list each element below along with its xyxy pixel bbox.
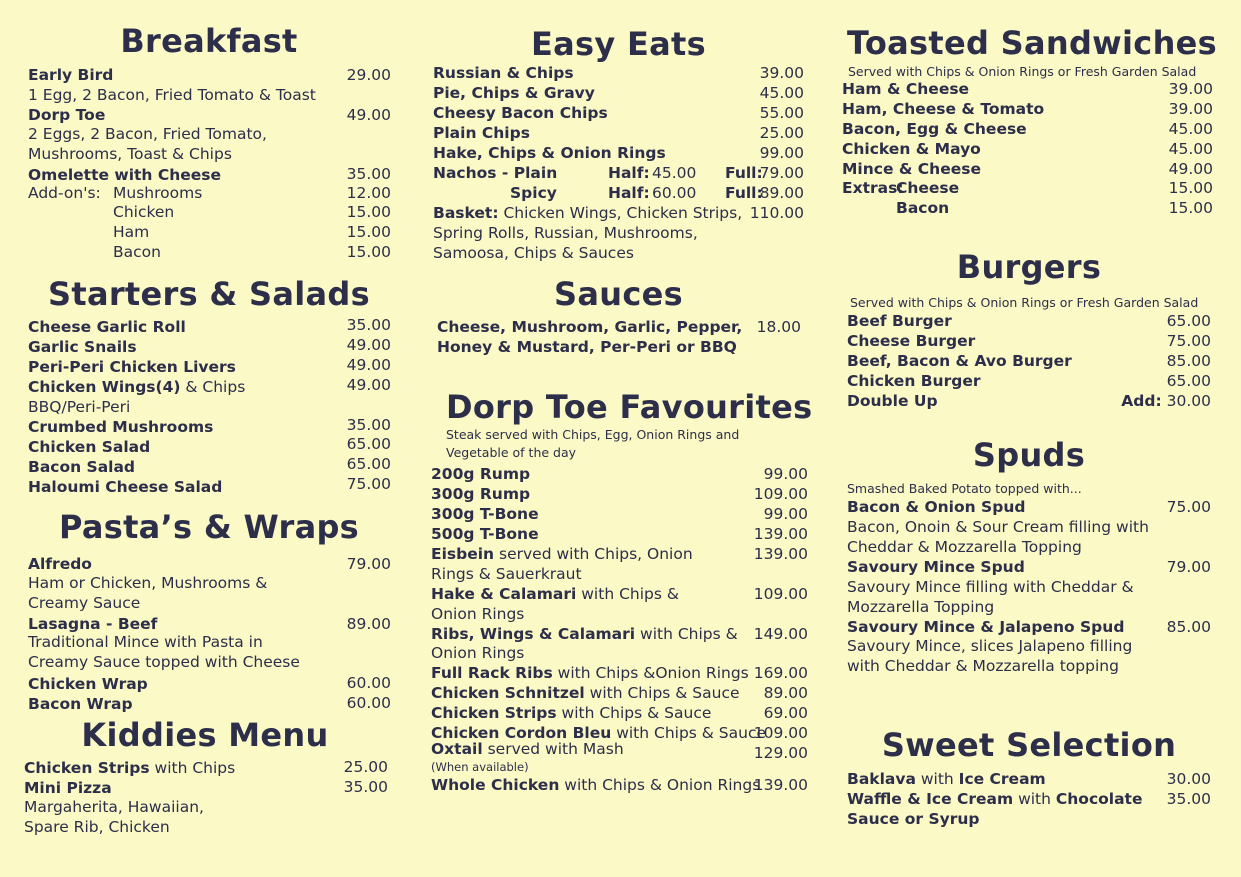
menu-item — [28, 477, 222, 497]
menu-item — [847, 391, 938, 411]
menu-item: Waffle & Ice Cream with Chocolate — [847, 790, 1143, 808]
item-name: Beef Burger — [847, 312, 952, 330]
item-name: Peri-Peri Chicken Livers — [28, 358, 236, 376]
full-label: Full: — [725, 164, 763, 182]
menu-item — [28, 105, 105, 125]
item-price: 18.00 — [756, 318, 801, 336]
menu-item — [847, 617, 1124, 637]
item-price: 89.00 — [346, 615, 391, 633]
item-name: Chicken Wings(4) — [28, 378, 181, 396]
item-name: Russian & Chips — [433, 64, 574, 82]
item-name: Nachos - Plain — [433, 164, 558, 182]
item-extra: with Chips & Sauce — [611, 724, 767, 742]
menu-item — [510, 183, 557, 203]
item-name: Bacon & Onion Spud — [847, 498, 1026, 516]
item-price: 65.00 — [1166, 372, 1211, 390]
item-name: Whole Chicken — [431, 776, 560, 794]
item-price: 55.00 — [759, 104, 804, 122]
section-subtitle: Vegetable of the day — [446, 445, 577, 460]
sauces-title: Sauces — [554, 275, 683, 313]
item-price — [1121, 391, 1211, 411]
menu-item — [431, 504, 539, 524]
menu-item — [847, 557, 1025, 577]
menu-item — [28, 337, 137, 357]
addon-price: 15.00 — [346, 203, 391, 221]
menu-item — [431, 703, 711, 723]
item-price: 109.00 — [753, 485, 808, 503]
menu-item — [28, 457, 135, 477]
menu-item — [24, 758, 235, 778]
item-description: Ham or Chicken, Mushrooms & — [28, 574, 268, 592]
sweet-title: Sweet Selection — [881, 726, 1177, 764]
item-description: 2 Eggs, 2 Bacon, Fried Tomato, — [28, 125, 267, 143]
item-extra: with Chips & Sauce — [584, 684, 740, 702]
item-name: Chicken Salad — [28, 438, 151, 456]
item-name: 300g Rump — [431, 485, 531, 503]
item-price: 139.00 — [753, 525, 808, 543]
item-price: 35.00 — [346, 165, 391, 183]
menu-item — [842, 119, 1027, 139]
item-price: 169.00 — [753, 664, 808, 682]
item-name: Garlic Snails — [28, 338, 137, 356]
favourites-title: Dorp Toe Favourites — [446, 388, 813, 426]
item-name: Mini Pizza — [24, 779, 112, 797]
item-name: Early Bird — [28, 66, 114, 84]
item-description: Savoury Mince, slices Jalapeno filling — [847, 637, 1133, 655]
item-price: 139.00 — [753, 545, 808, 563]
menu-item — [842, 79, 969, 99]
item-price: 79.00 — [346, 555, 391, 573]
item-name: 200g Rump — [431, 465, 531, 483]
item-price: 49.00 — [346, 106, 391, 124]
menu-item — [431, 663, 749, 683]
pasta-title: Pasta’s & Wraps — [58, 508, 360, 546]
half-label: Half: — [608, 184, 650, 202]
item-description: Mushrooms, Toast & Chips — [28, 145, 232, 163]
menu-item — [28, 65, 113, 85]
item-price: 25.00 — [343, 758, 388, 776]
menu-item — [431, 624, 738, 644]
extra-name: Cheese — [896, 179, 960, 197]
availability-note: (When available) — [431, 760, 529, 774]
sauce-list: Cheese, Mushroom, Garlic, Pepper, — [437, 318, 743, 336]
item-name: Crumbed Mushrooms — [28, 418, 214, 436]
item-description: Bacon, Onoin & Sour Cream filling with — [847, 518, 1149, 536]
item-extra: served with Mash — [482, 740, 624, 758]
item-price: 30.00 — [1166, 770, 1211, 788]
item-price: 85.00 — [1166, 352, 1211, 370]
item-price: 35.00 — [343, 778, 388, 796]
item-name: Dorp Toe — [28, 106, 106, 124]
item-name: Double Up — [847, 392, 938, 410]
item-price: 49.00 — [1168, 160, 1213, 178]
item-price: 110.00 — [749, 204, 804, 222]
section-subtitle: Served with Chips & Onion Rings or Fresh Garden Salad — [850, 295, 1199, 310]
item-description: Spring Rolls, Russian, Mushrooms, — [433, 224, 698, 242]
item-extra: with Chips & — [576, 585, 679, 603]
menu-item — [847, 351, 1072, 371]
item-name: Plain Chips — [433, 124, 530, 142]
section-subtitle: Served with Chips & Onion Rings or Fresh Garden Salad — [848, 64, 1197, 79]
item-price: 49.00 — [346, 376, 391, 394]
full-price: 79.00 — [759, 164, 804, 182]
item-description: BBQ/Peri-Peri — [28, 398, 131, 416]
item-description: Creamy Sauce topped with Cheese — [28, 653, 300, 671]
menu-item — [433, 143, 666, 163]
addon-name: Chicken — [113, 203, 175, 221]
item-price: 60.00 — [346, 674, 391, 692]
menu-item — [28, 694, 133, 714]
menu-item — [433, 103, 608, 123]
menu-item — [433, 203, 742, 223]
menu-item — [842, 99, 1044, 119]
item-price: 129.00 — [753, 744, 808, 762]
item-price: 149.00 — [753, 625, 808, 643]
item-price: 99.00 — [763, 505, 808, 523]
item-price: 49.00 — [346, 336, 391, 354]
item-price: 99.00 — [763, 465, 808, 483]
item-extra: with Chips & Sauce — [556, 704, 712, 722]
menu-item — [24, 778, 112, 798]
item-name: Waffle & Ice Cream — [847, 790, 1014, 808]
menu-item — [28, 417, 213, 437]
addon-price: 15.00 — [346, 223, 391, 241]
toasted-title: Toasted Sandwiches — [847, 24, 1218, 62]
item-name: Eisbein — [431, 545, 495, 563]
item-description: Mozzarella Topping — [847, 598, 995, 616]
item-name: Chicken & Mayo — [842, 140, 981, 158]
menu-item — [431, 484, 530, 504]
item-name: Cheese Garlic Roll — [28, 318, 186, 336]
item-price: 75.00 — [1166, 498, 1211, 516]
item-price: 69.00 — [763, 704, 808, 722]
menu-item: Baklava with Ice Cream — [847, 770, 1046, 788]
item-price: 39.00 — [759, 64, 804, 82]
menu-item — [433, 163, 557, 183]
menu-item — [28, 614, 157, 634]
starters-title: Starters & Salads — [48, 275, 370, 313]
item-name: Ham & Cheese — [842, 80, 970, 98]
item-price: 65.00 — [346, 455, 391, 473]
item-extra: with Chips & Onion Rings — [559, 776, 761, 794]
item-name: Omelette with Cheese — [28, 166, 222, 184]
item-price: 65.00 — [346, 435, 391, 453]
item-price: 29.00 — [346, 66, 391, 84]
breakfast-title: Breakfast — [120, 22, 298, 60]
item-price: 35.00 — [1166, 790, 1211, 808]
item-price: 39.00 — [1168, 100, 1213, 118]
menu-item — [28, 357, 236, 377]
full-label: Full: — [725, 184, 763, 202]
item-description: 1 Egg, 2 Bacon, Fried Tomato & Toast — [28, 86, 316, 104]
item-price: 35.00 — [346, 416, 391, 434]
menu-item — [842, 159, 981, 179]
item-price: 109.00 — [753, 724, 808, 742]
item-name-continued: Sauce or Syrup — [847, 810, 980, 828]
easy-eats-title: Easy Eats — [531, 25, 706, 63]
menu-item — [431, 464, 530, 484]
menu-item — [28, 554, 92, 574]
item-name: Pie, Chips & Gravy — [433, 84, 595, 102]
item-description: Onion Rings — [431, 644, 525, 662]
item-name: Ham, Cheese & Tomato — [842, 100, 1045, 118]
addon-price: 15.00 — [346, 243, 391, 261]
spuds-title: Spuds — [972, 436, 1086, 474]
extra-price: 15.00 — [1168, 199, 1213, 217]
extra-name: Bacon — [896, 199, 950, 217]
item-name: Ribs, Wings & Calamari — [431, 625, 636, 643]
menu-item — [28, 377, 245, 397]
item-name: Baklava — [847, 770, 916, 788]
item-description: Creamy Sauce — [28, 594, 141, 612]
item-name: 500g T-Bone — [431, 525, 539, 543]
item-name: Chicken Wrap — [28, 675, 148, 693]
item-name: Spicy — [510, 184, 557, 202]
item-extra: with Chips — [149, 759, 236, 777]
item-price: 139.00 — [753, 776, 808, 794]
item-price: 79.00 — [1166, 558, 1211, 576]
item-name: Oxtail — [431, 740, 483, 758]
item-price: 75.00 — [1166, 332, 1211, 350]
item-extra: Chicken Wings, Chicken Strips, — [498, 204, 743, 222]
item-description: Onion Rings — [431, 605, 525, 623]
item-name: Chicken Burger — [847, 372, 981, 390]
item-extra: & Chips — [180, 378, 246, 396]
sauce-list: Honey & Mustard, Per-Peri or BBQ — [437, 338, 737, 356]
menu-item — [433, 123, 530, 143]
item-price: 85.00 — [1166, 618, 1211, 636]
menu-item — [847, 497, 1025, 517]
menu-item — [28, 317, 186, 337]
menu-item — [28, 674, 148, 694]
menu-item — [847, 311, 952, 331]
menu-item — [433, 83, 595, 103]
item-name: Beef, Bacon & Avo Burger — [847, 352, 1072, 370]
addons-label: Add-on's: — [28, 184, 101, 202]
item-extra: with Chips &Onion Rings — [552, 664, 749, 682]
item-name: Chicken Strips — [24, 759, 150, 777]
addon-name: Mushrooms — [113, 184, 203, 202]
menu-item — [28, 437, 150, 457]
menu-item — [847, 331, 975, 351]
add-label: Add: — [1121, 392, 1162, 410]
menu-item — [842, 139, 981, 159]
addon-name: Ham — [113, 223, 150, 241]
half-price: 60.00 — [652, 184, 697, 202]
item-name: Hake & Calamari — [431, 585, 577, 603]
item-price: 25.00 — [759, 124, 804, 142]
menu-item — [431, 683, 740, 703]
item-extra: with Chips & — [635, 625, 738, 643]
menu-item — [28, 165, 221, 185]
menu-item — [431, 544, 693, 564]
item-price: 35.00 — [346, 316, 391, 334]
addon-name: Bacon — [113, 243, 161, 261]
menu-item — [431, 739, 624, 759]
section-subtitle: Steak served with Chips, Egg, Onion Rings and — [446, 427, 740, 442]
menu-item — [431, 584, 679, 604]
item-price: 65.00 — [1166, 312, 1211, 330]
item-description: Rings & Sauerkraut — [431, 565, 582, 583]
kiddies-title: Kiddies Menu — [81, 716, 329, 754]
section-subtitle: Smashed Baked Potato topped with... — [847, 481, 1082, 496]
item-name: 300g T-Bone — [431, 505, 539, 523]
item-name: Alfredo — [28, 555, 92, 573]
extras-label: Extras: — [842, 179, 904, 197]
half-label: Half: — [608, 164, 650, 182]
item-price: 99.00 — [759, 144, 804, 162]
half-price: 45.00 — [652, 164, 697, 182]
menu-item — [433, 63, 574, 83]
item-name: Bacon, Egg & Cheese — [842, 120, 1027, 138]
item-name: Savoury Mince Spud — [847, 558, 1025, 576]
item-name: Bacon Salad — [28, 458, 136, 476]
menu-item — [847, 371, 981, 391]
item-price: 60.00 — [346, 694, 391, 712]
item-name: Savoury Mince & Jalapeno Spud — [847, 618, 1125, 636]
item-description: Cheddar & Mozzarella Topping — [847, 538, 1082, 556]
full-price: 89.00 — [759, 184, 804, 202]
item-description: Samoosa, Chips & Sauces — [433, 244, 634, 262]
item-name: Full Rack Ribs — [431, 664, 553, 682]
item-description: Margaherita, Hawaiian, — [24, 798, 204, 816]
item-name: Lasagna - Beef — [28, 615, 158, 633]
add-price: 30.00 — [1166, 392, 1211, 410]
item-price: 45.00 — [1168, 140, 1213, 158]
item-price: 89.00 — [763, 684, 808, 702]
menu-item — [431, 524, 539, 544]
item-description: Savoury Mince filling with Cheddar & — [847, 578, 1134, 596]
item-price: 45.00 — [1168, 120, 1213, 138]
item-name: Chicken Cordon Bleu — [431, 724, 612, 742]
item-price: 49.00 — [346, 356, 391, 374]
item-name: Cheesy Bacon Chips — [433, 104, 608, 122]
item-name: Bacon Wrap — [28, 695, 133, 713]
item-description: Traditional Mince with Pasta in — [28, 633, 263, 651]
addon-price: 12.00 — [346, 184, 391, 202]
item-price: 75.00 — [346, 475, 391, 493]
item-price: 39.00 — [1168, 80, 1213, 98]
item-name: Cheese Burger — [847, 332, 976, 350]
extra-price: 15.00 — [1168, 179, 1213, 197]
item-name: Mince & Cheese — [842, 160, 981, 178]
burgers-title: Burgers — [956, 248, 1102, 286]
item-price: 109.00 — [753, 585, 808, 603]
item-name: Chicken Schnitzel — [431, 684, 585, 702]
item-name: Chicken Strips — [431, 704, 557, 722]
menu-item — [431, 775, 760, 795]
item-name: Hake, Chips & Onion Rings — [433, 144, 666, 162]
item-description: with Cheddar & Mozzarella topping — [847, 657, 1119, 675]
item-description: Spare Rib, Chicken — [24, 818, 170, 836]
item-name: Basket: — [433, 204, 499, 222]
item-name: Haloumi Cheese Salad — [28, 478, 223, 496]
item-extra: served with Chips, Onion — [494, 545, 693, 563]
item-price: 45.00 — [759, 84, 804, 102]
